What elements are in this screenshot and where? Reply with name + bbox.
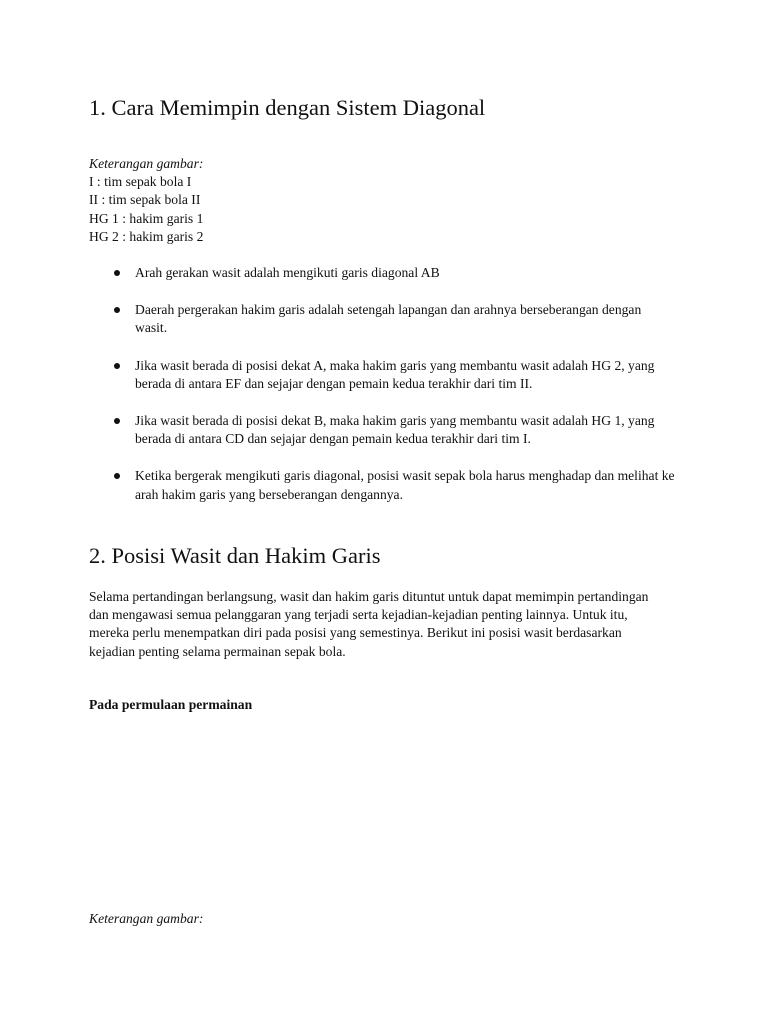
section-1-legend — [89, 155, 689, 246]
bullet-icon — [114, 418, 120, 424]
bullet-text: Jika wasit berada di posisi dekat B, maka hakim garis yang membantu wasit adalah HG 1, yang berada di antara CD dan sejajar dengan pemain kedua terakhir dari tim I. — [135, 413, 655, 447]
section-1-bullet-list — [89, 264, 689, 523]
bullet-text: Daerah pergerakan hakim garis adalah setengah lapangan dan arahnya berseberangan dengan wasit. — [135, 302, 642, 336]
legend-line: I : tim sepak bola I — [89, 174, 192, 190]
section-2-paragraph: Selama pertandingan berlangsung, wasit dan hakim garis dituntut untuk dapat memimpin pertandingan dan mengawasi semua pelanggaran yang terjadi serta kejadian-kejadian penting lainnya. Untuk itu, mereka perlu menempatkan diri pada posisi yang semestinya. Berikut ini posisi wasit berdasarkan kejadian penting selama permainan sepak bola. — [89, 589, 649, 659]
legend-line: II : tim sepak bola II — [89, 192, 201, 208]
bullet-item — [89, 301, 675, 337]
bullet-item — [89, 357, 675, 393]
bullet-item — [89, 264, 675, 282]
bullet-text: Jika wasit berada di posisi dekat A, maka hakim garis yang membantu wasit adalah HG 2, yang berada di antara EF dan sejajar dengan pemain kedua terakhir dari tim II. — [135, 357, 655, 391]
bullet-icon — [114, 270, 120, 276]
section-2-heading: 2. Posisi Wasit dan Hakim Garis — [89, 543, 381, 568]
bullet-text: Arah gerakan wasit adalah mengikuti garis diagonal AB — [135, 265, 440, 280]
legend-line: HG 1 : hakim garis 1 — [89, 210, 204, 226]
legend-line: HG 2 : hakim garis 2 — [89, 228, 204, 244]
bullet-text: Ketika bergerak mengikuti garis diagonal, posisi wasit sepak bola harus menghadap dan melihat ke arah hakim garis yang berseberangan dengannya. — [135, 468, 675, 502]
bullet-icon — [114, 473, 120, 479]
bullet-icon — [114, 307, 120, 313]
section-2-subheading: Pada permulaan permainan — [89, 697, 253, 712]
legend-title: Keterangan gambar: — [89, 156, 204, 171]
section-2-legend-title: Keterangan gambar: — [89, 911, 204, 926]
section-1-heading: 1. Cara Memimpin dengan Sistem Diagonal — [89, 95, 486, 120]
bullet-item — [89, 412, 675, 448]
bullet-icon — [114, 363, 120, 369]
bullet-item — [89, 467, 675, 503]
